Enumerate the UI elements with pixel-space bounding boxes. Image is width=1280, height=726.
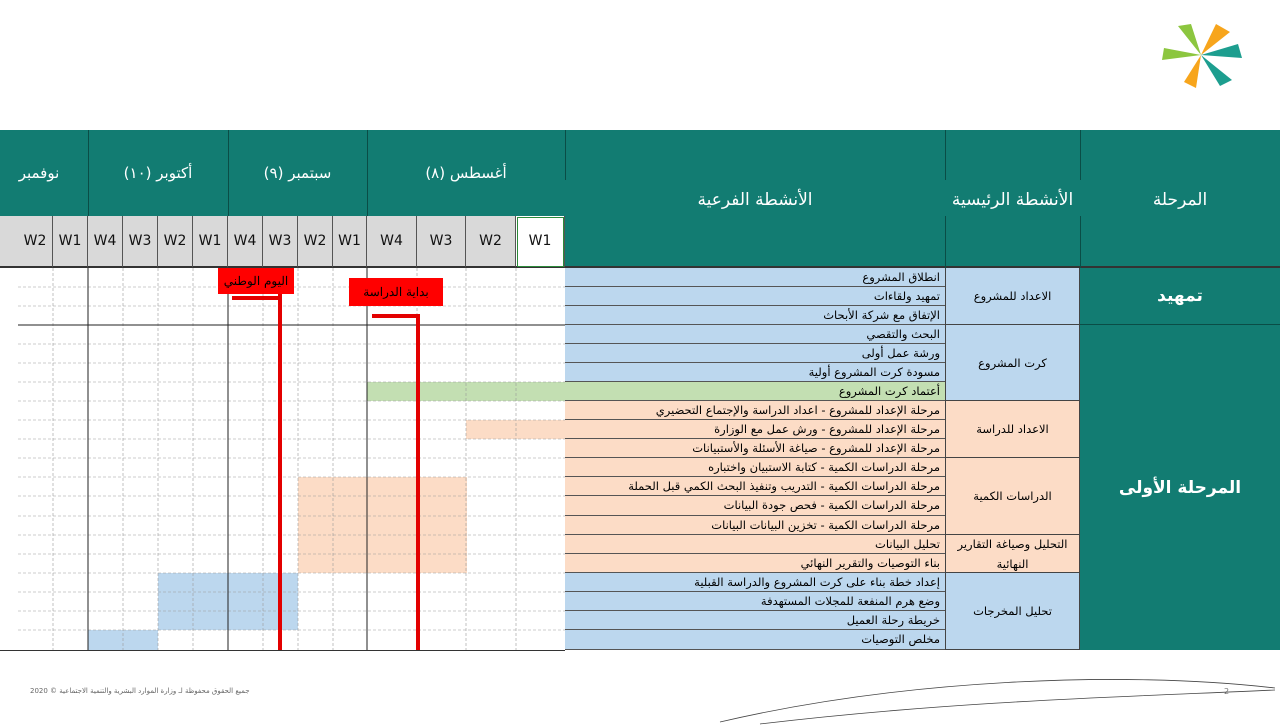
- row-data-analysis: تحليل البيانات: [565, 535, 945, 554]
- row-card-draft: مسودة كرت المشروع أولية: [565, 363, 945, 382]
- row-recommendations-summary: مخلص التوصيات: [565, 630, 945, 650]
- study-start-arm: [372, 314, 420, 318]
- week-nov-w2[interactable]: W2: [18, 216, 53, 268]
- week-sep-w2[interactable]: W2: [298, 216, 333, 268]
- week-row-band: [565, 216, 1280, 268]
- row-survey-writing: مرحلة الدراسات الكمية - كتابة الاستبيان واختباره: [565, 458, 945, 477]
- week-oct-w1[interactable]: W1: [193, 216, 228, 268]
- week-aug-w3[interactable]: W3: [417, 216, 466, 268]
- week-sep-w1[interactable]: W1: [333, 216, 367, 268]
- month-november: نوفمبر: [0, 150, 88, 196]
- header-main-activities: الأنشطة الرئيسية: [945, 180, 1080, 220]
- row-customer-journey: خريطة رحلة العميل: [565, 611, 945, 630]
- bar-survey-drafting: [466, 420, 565, 439]
- study-start-line: [416, 316, 420, 650]
- national-day-arm: [232, 296, 282, 300]
- study-start-label: بداية الدراسة: [349, 278, 443, 306]
- row-final-report: بناء التوصيات والتقرير النهائي: [565, 554, 945, 573]
- column-divider: [1080, 216, 1081, 268]
- header-phase: المرحلة: [1080, 180, 1280, 220]
- week-oct-w2[interactable]: W2: [158, 216, 193, 268]
- group-project-card: كرت المشروع: [945, 325, 1080, 401]
- gantt-chart: [0, 130, 1280, 650]
- month-divider: [367, 130, 368, 216]
- week-aug-w1[interactable]: W1: [516, 216, 565, 268]
- ministry-logo: [1158, 20, 1244, 90]
- copyright-footer: جميع الحقوق محفوظة لـ وزارة الموارد البشرية والتنمية الاجتماعية © 2020: [30, 687, 250, 695]
- row-intro-meetings: تمهيد ولقاءات: [565, 287, 945, 306]
- week-nov-w1[interactable]: W1: [53, 216, 88, 268]
- group-analysis-reports: التحليل وصياغة التقارير النهائية: [945, 535, 1080, 573]
- row-research-agreement: الإتفاق مع شركة الأبحاث: [565, 306, 945, 325]
- national-day-label: اليوم الوطني: [218, 268, 294, 294]
- group-study-prep: الاعداد للدراسة: [945, 401, 1080, 458]
- row-plan-building: إعداد خطة بناء على كرت المشروع والدراسة القبلية: [565, 573, 945, 592]
- group-quant-studies: الدراسات الكمية: [945, 458, 1080, 535]
- month-divider: [228, 130, 229, 216]
- column-divider: [945, 216, 946, 268]
- row-card-approval: أعتماد كرت المشروع: [565, 382, 945, 401]
- phase-first: المرحلة الأولى: [1080, 325, 1280, 650]
- month-october: أكتوبر (١٠): [88, 150, 228, 196]
- week-sep-w4[interactable]: W4: [228, 216, 263, 268]
- week-aug-w4[interactable]: W4: [367, 216, 417, 268]
- week-aug-w2[interactable]: W2: [466, 216, 516, 268]
- week-cell-partial: [0, 216, 18, 268]
- decorative-swoosh: [700, 660, 1280, 726]
- row-training-execution: مرحلة الدراسات الكمية - التدريب وتنفيذ البحث الكمي قبل الحملة: [565, 477, 945, 496]
- row-study-prep-meeting: مرحلة الإعداد للمشروع - اعداد الدراسة والإجتماع التحضيري: [565, 401, 945, 420]
- row-workshop: ورشة عمل أولى: [565, 344, 945, 363]
- month-divider: [88, 130, 89, 216]
- row-project-launch: انطلاق المشروع: [565, 268, 945, 287]
- week-sep-w3[interactable]: W3: [263, 216, 298, 268]
- month-september: سبتمبر (٩): [228, 150, 367, 196]
- page-number: 2: [1224, 687, 1230, 696]
- group-outputs-analysis: تحليل المخرجات: [945, 573, 1080, 650]
- row-data-storage: مرحلة الدراسات الكمية - تخزين البيانات البيانات: [565, 516, 945, 535]
- group-project-prep: الاعداد للمشروع: [945, 268, 1080, 325]
- week-oct-w4[interactable]: W4: [88, 216, 123, 268]
- grid-bottom-border: [0, 650, 565, 651]
- header-sub-activities: الأنشطة الفرعية: [565, 180, 945, 220]
- row-ministry-workshops: مرحلة الإعداد للمشروع - ورش عمل مع الوزارة: [565, 420, 945, 439]
- row-questions-drafting: مرحلة الإعداد للمشروع - صياغة الأسئلة والأستبيانات: [565, 439, 945, 458]
- phase-preparation: تمهيد: [1080, 268, 1280, 325]
- row-research: البحث والتقصي: [565, 325, 945, 344]
- timeline-grid: [18, 268, 565, 650]
- national-day-line: [278, 294, 282, 650]
- bar-quant-analysis: [298, 477, 467, 573]
- row-benefit-pyramid: وضع هرم المنفعة للمجلات المستهدفة: [565, 592, 945, 611]
- week-oct-w3[interactable]: W3: [123, 216, 158, 268]
- month-august: أغسطس (٨): [367, 150, 565, 196]
- row-quality-check: مرحلة الدراسات الكمية - فحص جودة البيانات: [565, 496, 945, 516]
